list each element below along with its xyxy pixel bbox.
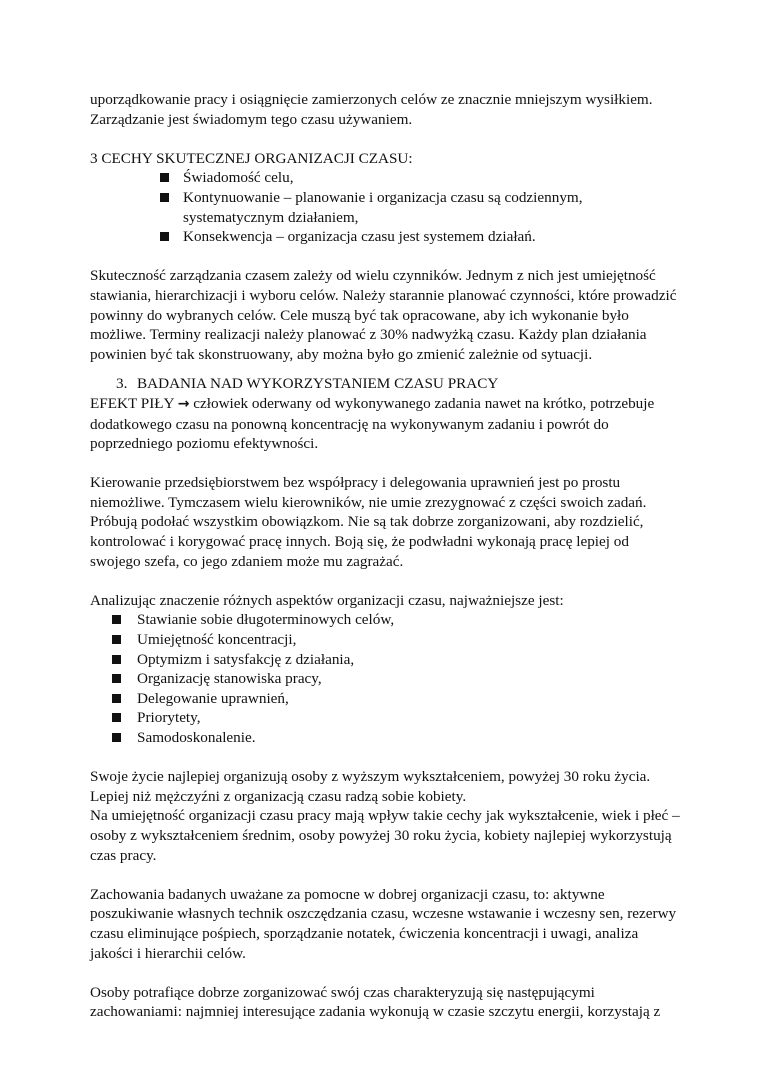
square-bullet-icon bbox=[112, 674, 121, 683]
paragraph-cechy-wplyw: Na umiejętność organizacji czasu pracy mają wpływ takie cechy jak wykształcenie, wiek i płeć – osoby z wykształceniem średnim, osoby powyżej 30 roku życia, kobiety najlepiej wykorzystują czas pracy. bbox=[90, 807, 680, 864]
list-item: Organizację stanowiska pracy, bbox=[90, 669, 680, 689]
section-heading-cechy: 3 CECHY SKUTECZNEJ ORGANIZACJI CZASU: bbox=[90, 149, 413, 167]
list-item: Stawianie sobie długoterminowych celów, bbox=[90, 610, 680, 630]
square-bullet-icon bbox=[112, 694, 121, 703]
square-bullet-icon bbox=[160, 173, 169, 182]
paragraph-efekt-pily bbox=[90, 394, 680, 454]
paragraph-kierowanie: Kierowanie przedsiębiorstwem bez współpracy i delegowania uprawnień jest po prostu niemożliwe. Tymczasem wielu kierowników, nie umie zrezygnować z części swoich zadań. Próbują podołać wszystkim obowiązkom. Nie są tak dobrze zorganizowani, aby rozdzielić, kontrolować i korygować pracę innych. Boją się, że podwładni wykonają pracę lepiej od swojego szefa, co jego zdaniem może mu zagrażać. bbox=[90, 474, 647, 570]
square-bullet-icon bbox=[112, 733, 121, 742]
list-item: Kontynuowanie – planowanie i organizacja czasu są codziennym, systematycznym działaniem, bbox=[90, 188, 680, 227]
section-number: 3. bbox=[116, 375, 128, 393]
list-item: Samodoskonalenie. bbox=[90, 728, 680, 748]
square-bullet-icon bbox=[160, 232, 169, 241]
square-bullet-icon bbox=[112, 655, 121, 664]
paragraph-intro: uporządkowanie pracy i osiągnięcie zamierzonych celów ze znacznie mniejszym wysiłkiem. Zarządzanie jest świadomym tego czasu używaniem. bbox=[90, 91, 653, 128]
square-bullet-icon bbox=[112, 713, 121, 722]
list-item: Konsekwencja – organizacja czasu jest systemem działań. bbox=[90, 227, 680, 247]
list-item: Priorytety, bbox=[90, 708, 680, 728]
paragraph-zachowania: Zachowania badanych uważane za pomocne w dobrej organizacji czasu, to: aktywne poszukiwanie własnych technik oszczędzania czasu, wczesne wstawanie i wczesny sen, rezerwy czasu eliminujące pośpiech, sporządzanie notatek, ćwiczenia koncentracji i uwagi, analiza jakości i hierarchii celów. bbox=[90, 885, 677, 962]
effect-label: EFEKT PIŁY bbox=[90, 394, 174, 412]
square-bullet-icon bbox=[160, 193, 169, 202]
paragraph-skutecznosc: Skuteczność zarządzania czasem zależy od wielu czynników. Jednym z nich jest umiejętność stawiania, hierarchizacji i wyboru celów. Należy starannie planować czynności, które prowadzić powinny do wybranych celów. Cele muszą być tak opracowane, aby ich wykonanie było możliwe. Terminy realizacji należy planować z 30% nadwyżką czasu. Każdy plan działania powinien być tak skonstruowany, aby można było go zmienić zależnie od sytuacji. bbox=[90, 267, 677, 363]
section-heading-badania bbox=[90, 374, 680, 394]
list-item: Optymizm i satysfakcję z działania, bbox=[90, 650, 680, 670]
paragraph-aspekty-intro: Analizując znaczenie różnych aspektów organizacji czasu, najważniejsze jest: bbox=[90, 591, 564, 609]
paragraph-osoby: Osoby potrafiące dobrze zorganizować swój czas charakteryzują się następującymi zachowaniami: najmniej interesujące zadania wykonują w czasie szczytu energii, korzystają z bbox=[90, 983, 661, 1021]
document-body bbox=[90, 90, 680, 1022]
list-item: Umiejętność koncentracji, bbox=[90, 630, 680, 650]
list-item: Delegowanie uprawnień, bbox=[90, 689, 680, 709]
arrow-right-icon: → bbox=[177, 395, 190, 412]
section-title: BADANIA NAD WYKORZYSTANIEM CZASU PRACY bbox=[137, 375, 499, 393]
effect-description: człowiek oderwany od wykonywanego zadania nawet na krótko, potrzebuje dodatkowego czasu na ponowną koncentrację na wykonywanym zadaniu i powrót do poprzedniego poziomu efektywności. bbox=[90, 394, 655, 453]
list-item: Świadomość celu, bbox=[90, 168, 680, 188]
bullet-list-aspekty bbox=[90, 610, 680, 747]
square-bullet-icon bbox=[112, 635, 121, 644]
square-bullet-icon bbox=[112, 615, 121, 624]
bullet-list-cechy bbox=[90, 168, 680, 246]
paragraph-wyksztalcenie: Swoje życie najlepiej organizują osoby z wyższym wykształceniem, powyżej 30 roku życia. Lepiej niż mężczyźni z organizacją czasu radzą sobie kobiety. bbox=[90, 768, 651, 805]
